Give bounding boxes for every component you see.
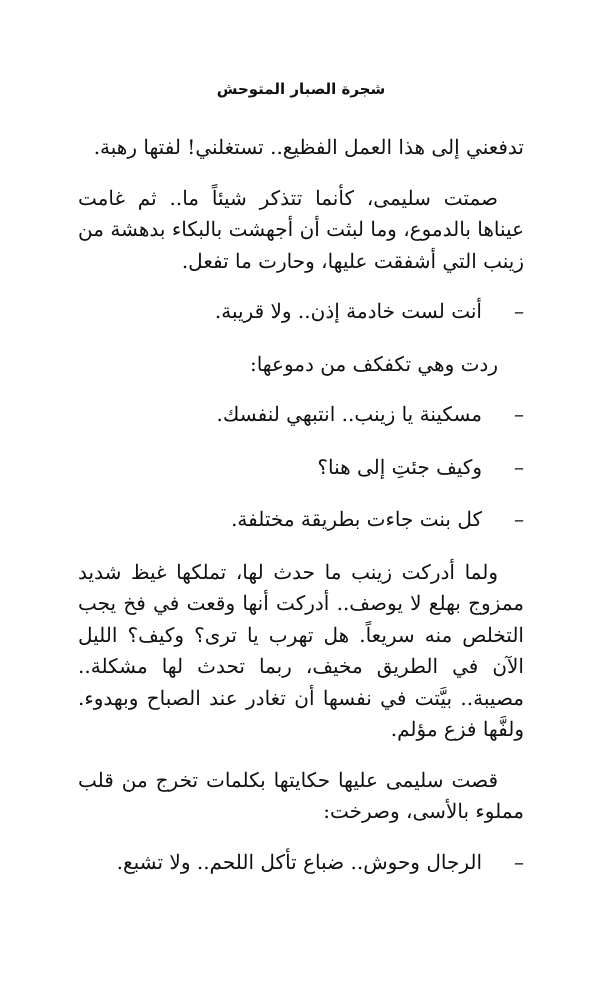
paragraph: ردت وهي تكفكف من دموعها: (249, 351, 498, 376)
running-header: شجرة الصبار المتوحش (216, 80, 386, 98)
dialogue-dash: – (514, 849, 524, 874)
dialogue-dash: – (514, 402, 524, 426)
dialogue-text: وكيف جئتِ إلى هنا؟ (317, 454, 482, 479)
dialogue-text: أنت لست خادمة إذن.. ولا قريبة. (214, 299, 482, 323)
paragraph: صمتت سليمى، كأنما تتذكر شيئاً ما.. ثم غامت عيناها بالدموع، وما لبثت أن أجهشت بالبكاء بدهشة من زينب التي أشفقت عليها، وحارت ما تفعل. (78, 185, 524, 273)
dialogue-text: الرجال وحوش.. ضباع تأكل اللحم.. ولا تشبع. (116, 849, 482, 874)
page-body (78, 132, 524, 899)
paragraph: تدفعني إلى هذا العمل الفظيع.. تستغلني! لفتها رهبة. (93, 135, 524, 159)
dialogue-line (78, 399, 524, 431)
dialogue-line (78, 504, 524, 536)
paragraph: قصت سليمى عليها حكايتها بكلمات تخرج من قلب مملوء بالأسى، وصرخت: (78, 767, 524, 823)
paragraph: ولما أدركت زينب ما حدث لها، تملكها غيظ شديد ممزوج بهلع لا يوصف.. أدركت أنها وقعت في فخ يجب التخلص منه سريعاً. هل تهرب يا ترى؟ وكيف؟ الليل الآن في الطريق مخيف، ربما تحدث لها مشكلة.. مصيبة.. بيَّتت في نفسها أن تغادر عند الصباح وبهدوء. ولفَّها فزع مؤلم. (78, 559, 524, 741)
dialogue-line (78, 847, 524, 879)
dialogue-dash: – (514, 454, 524, 479)
dialogue-dash: – (514, 299, 524, 323)
dialogue-dash: – (514, 507, 524, 531)
dialogue-text: كل بنت جاءت بطريقة مختلفة. (231, 507, 482, 531)
book-page (78, 0, 524, 1000)
dialogue-text: مسكينة يا زينب.. انتبهي لنفسك. (216, 402, 482, 426)
dialogue-line (78, 452, 524, 484)
dialogue-line (78, 296, 524, 328)
